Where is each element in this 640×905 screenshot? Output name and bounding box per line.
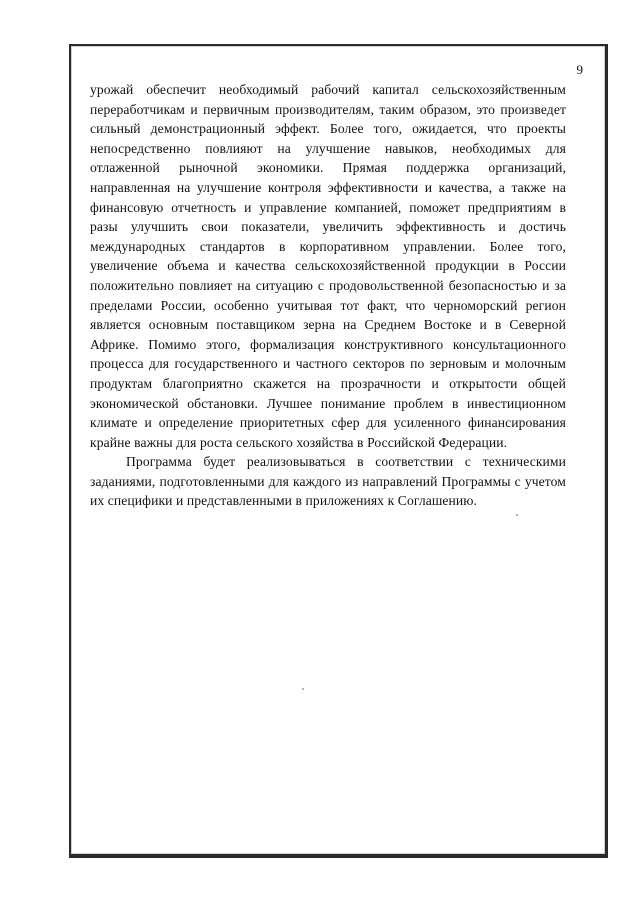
page-frame xyxy=(69,44,608,858)
scan-speck xyxy=(516,514,518,516)
page-number: 9 xyxy=(576,62,583,77)
scan-speck xyxy=(302,688,304,690)
paragraph-2: Программа будет реализовываться в соответствии с техническими заданиями, подготовленными для каждого из направлений Программы с учетом их специфики и представленными в приложениях к Соглашению. xyxy=(90,454,566,509)
document-body xyxy=(90,80,566,511)
paragraph-1: урожай обеспечит необходимый рабочий капитал сельскохозяйственным переработчикам и первичным производителям, таким образом, это произведет сильный демонстрационный эффект. Более того, ожидается, что проекты непосредственно повлияют на улучшение навыков, необходимых для отлаженной рыночной экономики. Прямая поддержка организаций, направленная на улучшение контроля эффективности и качества, а также на финансовую отчетность и управление компанией, поможет предприятиям в разы улучшить свои показатели, увеличить эффективность и достичь международных стандартов в корпоративном управлении. Более того, увеличение объема и качества сельскохозяйственной продукции в России положительно повлияет на ситуацию с продовольственной безопасностью и за пределами России, особенно учитывая тот факт, что черноморский регион является основным поставщиком зерна на Среднем Востоке и в Северной Африке. Помимо этого, формализация конструктивного консультационного процесса для государственного и частного секторов по зерновым и молочным продуктам благоприятно скажется на прозрачности и открытости общей экономической обстановки. Лучшее понимание проблем в инвестиционном климате и определение приоритетных сфер для усиленного финансирования крайне важны для роста сельского хозяйства в Российской Федерации. xyxy=(90,82,566,450)
